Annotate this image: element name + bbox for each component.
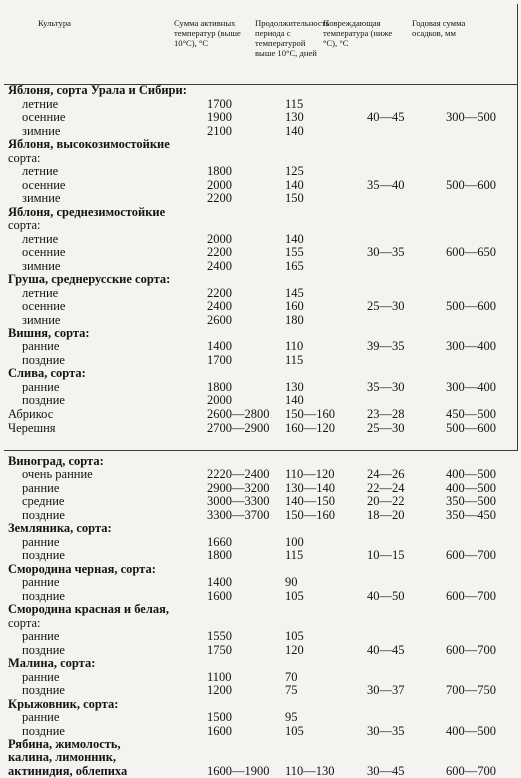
cell-period: 130—140 (285, 481, 335, 495)
cell-precip: 450—500 (446, 407, 496, 421)
cell-damaging-temp: 25—30 (367, 299, 405, 313)
cell-sum: 2600 (207, 313, 232, 327)
row-label: Слива, сорта: (8, 366, 86, 380)
cell-sum: 1800 (207, 548, 232, 562)
row-label: ранние (22, 339, 60, 353)
row-label: Смородина красная и белая, (8, 602, 169, 616)
cell-precip: 600—700 (446, 643, 496, 657)
cell-period: 160—120 (285, 421, 335, 435)
row-label: осенние (22, 245, 66, 259)
cell-sum: 1700 (207, 97, 232, 111)
cell-damaging-temp: 35—40 (367, 178, 405, 192)
row-label: Яблоня, высокозимостойкие (8, 137, 170, 151)
row-label: поздние (22, 724, 65, 738)
cell-period: 130 (285, 110, 304, 124)
header-culture: Культура (38, 18, 71, 28)
row-label: ранние (22, 575, 60, 589)
row-label: Крыжовник, сорта: (8, 697, 119, 711)
cell-damaging-temp: 40—45 (367, 110, 405, 124)
cell-period: 140 (285, 178, 304, 192)
cell-sum: 2000 (207, 232, 232, 246)
cell-sum: 1800 (207, 164, 232, 178)
row-label: Смородина черная, сорта: (8, 562, 156, 576)
cell-damaging-temp: 18—20 (367, 508, 405, 522)
cell-period: 160 (285, 299, 304, 313)
row-label: ранние (22, 481, 60, 495)
cell-sum: 2400 (207, 299, 232, 313)
cell-sum: 2200 (207, 245, 232, 259)
cell-sum: 1400 (207, 339, 232, 353)
cell-damaging-temp: 20—22 (367, 494, 405, 508)
cell-period: 145 (285, 286, 304, 300)
row-label: Рябина, жимолость, (8, 737, 121, 751)
cell-precip: 500—600 (446, 421, 496, 435)
cell-sum: 1660 (207, 535, 232, 549)
row-label: зимние (22, 313, 61, 327)
cell-sum: 1900 (207, 110, 232, 124)
row-label: сорта: (8, 616, 41, 630)
cell-period: 165 (285, 259, 304, 273)
row-label: поздние (22, 589, 65, 603)
cell-precip: 600—700 (446, 548, 496, 562)
row-label: Абрикос (8, 407, 54, 421)
cell-precip: 400—500 (446, 724, 496, 738)
cell-period: 130 (285, 380, 304, 394)
cell-precip: 400—500 (446, 481, 496, 495)
row-label: сорта: (8, 218, 41, 232)
row-label: Яблоня, среднезимостойкие (8, 205, 166, 219)
row-label: ранние (22, 535, 60, 549)
header-period-length: Продолжительность периода с температурой выше 10°С, дней (255, 18, 330, 58)
row-label: поздние (22, 548, 65, 562)
row-label: Яблоня, сорта Урала и Сибири: (8, 83, 187, 97)
cell-sum: 1200 (207, 683, 232, 697)
row-label: Виноград, сорта: (8, 454, 104, 468)
cell-sum: 1100 (207, 670, 232, 684)
cell-precip: 600—650 (446, 245, 496, 259)
row-label: поздние (22, 643, 65, 657)
cell-period: 120 (285, 643, 304, 657)
cell-damaging-temp: 40—45 (367, 643, 405, 657)
cell-sum: 2100 (207, 124, 232, 138)
cell-sum: 1550 (207, 629, 232, 643)
cell-sum: 1800 (207, 380, 232, 394)
row-label: поздние (22, 683, 65, 697)
row-label: летние (22, 164, 59, 178)
cell-period: 180 (285, 313, 304, 327)
cell-damaging-temp: 39—35 (367, 339, 405, 353)
cell-precip: 400—500 (446, 467, 496, 481)
section-divider (4, 450, 518, 451)
row-label: зимние (22, 191, 61, 205)
row-label: летние (22, 286, 59, 300)
cell-precip: 600—700 (446, 764, 496, 778)
cell-precip: 600—700 (446, 589, 496, 603)
row-label: осенние (22, 110, 66, 124)
cell-sum: 2000 (207, 393, 232, 407)
row-label: зимние (22, 259, 61, 273)
row-label: летние (22, 232, 59, 246)
cell-period: 105 (285, 589, 304, 603)
cell-damaging-temp: 25—30 (367, 421, 405, 435)
cell-period: 105 (285, 724, 304, 738)
cell-precip: 700—750 (446, 683, 496, 697)
row-label: сорта: (8, 151, 41, 165)
cell-sum: 2220—2400 (207, 467, 270, 481)
cell-period: 140 (285, 393, 304, 407)
cell-sum: 1700 (207, 353, 232, 367)
cell-precip: 500—600 (446, 299, 496, 313)
cell-period: 150—160 (285, 508, 335, 522)
cell-damaging-temp: 40—50 (367, 589, 405, 603)
row-label: очень ранние (22, 467, 93, 481)
cell-sum: 2900—3200 (207, 481, 270, 495)
cell-period: 140 (285, 232, 304, 246)
cell-precip: 500—600 (446, 178, 496, 192)
cell-period: 150—160 (285, 407, 335, 421)
cell-period: 70 (285, 670, 298, 684)
row-label: Земляника, сорта: (8, 521, 112, 535)
cell-sum: 3300—3700 (207, 508, 270, 522)
cell-sum: 2700—2900 (207, 421, 270, 435)
cell-period: 140 (285, 124, 304, 138)
header-sum-active-temp: Сумма активных температур (выше 10°С), °С (174, 18, 241, 48)
cell-damaging-temp: 35—30 (367, 380, 405, 394)
cell-sum: 1600 (207, 589, 232, 603)
row-label: осенние (22, 178, 66, 192)
row-label: Малина, сорта: (8, 656, 96, 670)
cell-period: 115 (285, 353, 304, 367)
row-label: летние (22, 97, 59, 111)
cell-sum: 2600—2800 (207, 407, 270, 421)
cell-sum: 3000—3300 (207, 494, 270, 508)
cell-period: 115 (285, 97, 304, 111)
cell-period: 155 (285, 245, 304, 259)
row-label: ранние (22, 670, 60, 684)
cell-damaging-temp: 30—35 (367, 245, 405, 259)
cell-period: 110 (285, 339, 304, 353)
cell-period: 150 (285, 191, 304, 205)
row-label: калина, лимонник, (8, 750, 117, 764)
row-label: средние (22, 494, 65, 508)
row-label: актинидия, облепиха (8, 764, 128, 778)
cell-sum: 1750 (207, 643, 232, 657)
cell-sum: 2000 (207, 178, 232, 192)
cell-period: 100 (285, 535, 304, 549)
cell-sum: 1600—1900 (207, 764, 270, 778)
row-label: ранние (22, 629, 60, 643)
cell-period: 115 (285, 548, 304, 562)
row-label: Груша, среднерусские сорта: (8, 272, 171, 286)
cell-damaging-temp: 10—15 (367, 548, 405, 562)
header-annual-precip: Годовая сумма осадков, мм (412, 18, 466, 38)
cell-period: 140—150 (285, 494, 335, 508)
cell-period: 90 (285, 575, 298, 589)
cell-period: 125 (285, 164, 304, 178)
cell-precip: 300—400 (446, 339, 496, 353)
row-label: ранние (22, 710, 60, 724)
cell-period: 75 (285, 683, 298, 697)
cell-period: 110—130 (285, 764, 335, 778)
cell-sum: 2400 (207, 259, 232, 273)
cell-period: 105 (285, 629, 304, 643)
row-label: поздние (22, 353, 65, 367)
cell-damaging-temp: 23—28 (367, 407, 405, 421)
cell-precip: 350—450 (446, 508, 496, 522)
cell-period: 110—120 (285, 467, 335, 481)
row-label: осенние (22, 299, 66, 313)
cell-sum: 1400 (207, 575, 232, 589)
cell-sum: 1600 (207, 724, 232, 738)
row-label: ранние (22, 380, 60, 394)
cell-sum: 2200 (207, 286, 232, 300)
cell-sum: 2200 (207, 191, 232, 205)
row-label: Черешня (8, 421, 56, 435)
cell-precip: 300—500 (446, 110, 496, 124)
cell-damaging-temp: 22—24 (367, 481, 405, 495)
header-damaging-temp: Повреждающая температура (ниже °С), °С (323, 18, 393, 48)
row-label: зимние (22, 124, 61, 138)
cell-damaging-temp: 30—35 (367, 724, 405, 738)
cell-damaging-temp: 30—45 (367, 764, 405, 778)
row-label: поздние (22, 393, 65, 407)
cell-precip: 350—500 (446, 494, 496, 508)
cell-period: 95 (285, 710, 298, 724)
cell-damaging-temp: 24—26 (367, 467, 405, 481)
right-border (517, 4, 518, 450)
cell-sum: 1500 (207, 710, 232, 724)
row-label: поздние (22, 508, 65, 522)
cell-precip: 300—400 (446, 380, 496, 394)
row-label: Вишня, сорта: (8, 326, 90, 340)
cell-damaging-temp: 30—37 (367, 683, 405, 697)
